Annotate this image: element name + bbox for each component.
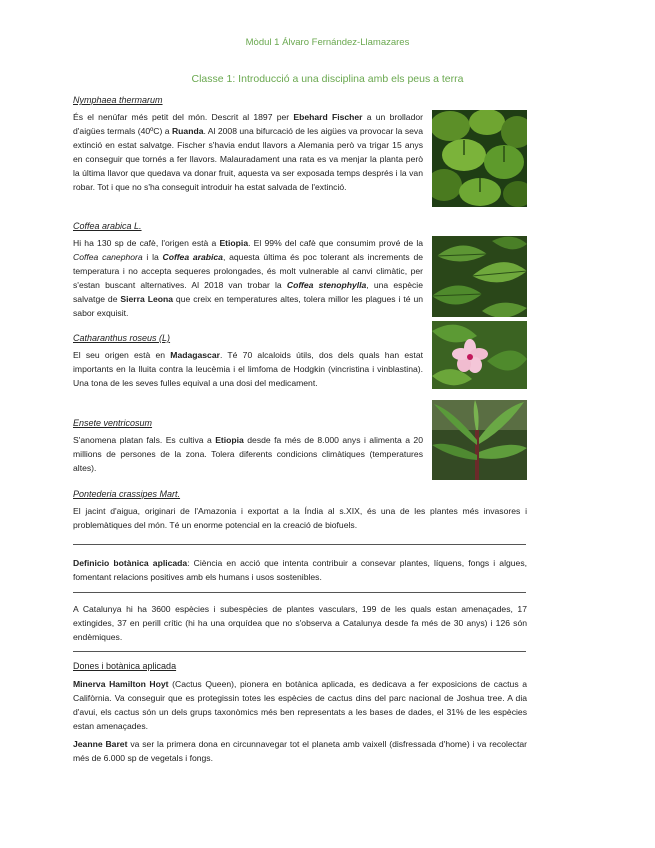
module-header: Mòdul 1 Álvaro Fernández-Llamazares xyxy=(245,37,410,48)
divider xyxy=(73,651,526,652)
minerva-text: Minerva Hamilton Hoyt (Cactus Queen), pionera en botànica aplicada, es dedicava a fer exposicions de cactus a Califòrnia. Va conseguir que es protegissin totes les espècies de cactus dins del parc nacional de Joshua tree. A dia d'avui, els cactus són un dels grups taxonòmics més ben representats a les bases de dades, el 31% de les espècies estan amenaçades. xyxy=(73,679,528,731)
plant-heading-coffea: Coffea arabica L. xyxy=(73,221,142,231)
nymphaea-leaves-photo xyxy=(432,110,527,207)
plant-text-coffea: Hi ha 130 sp de cafè, l'origen està a Etiopia. El 99% del cafè que consumim prové de la Coffea canephora i la Coffea arabica, aquesta última és poc tolerant als increments de temperatura i no accepta sequeres prolongades, és molt vulnerable al canvi climàtic, per s'estan buscant alternatives. Al 2018 van trobar la Coffea stenophylla, una espècie salvatge de Sierra Leona que creix en temperatures altes, tolera millor les plagues i té un sabor exquisit. xyxy=(73,238,424,318)
definition-text: Definicio botànica aplicada: Ciència en acció que intenta contribuir a consevar plantes, líquens, fongs i algues, fomentant relacions positives amb els humans i usos sostenibles. xyxy=(73,558,528,582)
plant-heading-pontederia: Pontederia crassipes Mart. xyxy=(73,489,181,499)
ensete-plant-photo xyxy=(432,400,527,480)
plant-heading-nymphaea: Nymphaea thermarum xyxy=(73,95,163,105)
women-heading: Dones i botànica aplicada xyxy=(73,661,177,671)
plant-heading-ensete: Ensete ventricosum xyxy=(73,418,153,428)
catharanthus-flower-photo xyxy=(432,321,527,389)
catalunya-text: A Catalunya hi ha 3600 espècies i subespècies de plantes vasculars, 199 de les quals estan amenaçades, 17 extingides, 37 en perill crític (hi ha una orquídea que no s'observa a Catalunya desde fa més de 30 anys) i 126 són endèmiques. xyxy=(73,604,528,642)
divider xyxy=(73,544,526,545)
class-title: Classe 1: Introducció a una disciplina amb els peus a terra xyxy=(191,73,464,85)
jeanne-text: Jeanne Baret va ser la primera dona en circunnavegar tot el planeta amb vaixell (disfressada d'home) i va recolectar més de 6.000 sp de vegetals i fongs. xyxy=(73,739,527,763)
plant-heading-catharanthus: Catharanthus roseus (L) xyxy=(73,333,171,343)
plant-text-ensete: S'anomena platan fals. Es cultiva a Etiopia desde fa més de 8.000 anys i alimenta a 20 millions de persones de la zona. Tolera diferents condicions climàtiques (temperatures altes). xyxy=(73,435,423,473)
plant-text-catharanthus: El seu origen està en Madagascar. Té 70 alcaloids útils, dos dels quals han estat importants en la lluita contra la leucèmia i el limfoma de Hodgkin (vincristina i vinblastina). Una tona de les seves fulles equival a una dosi del medicament. xyxy=(73,350,423,388)
divider xyxy=(73,592,526,593)
coffea-leaves-photo xyxy=(432,236,527,317)
plant-text-pontederia: El jacint d'aigua, originari de l'Amazonia i exportat a la Índia al s.XIX, és una de les plantes més invasores i problemàtiques del món. Té un enorme potencial en la creació de biofuels. xyxy=(73,506,527,530)
plant-text-nymphaea: És el nenúfar més petit del món. Descrit al 1897 per Ebehard Fischer a un brollador d'aigües termals (40ºC) a Ruanda. Al 2008 una bifurcació de les aigües va provocar la seva extinció en estat salvatge. Fischer s'havia endut llavors a Alemania però va trigar 15 anys en conseguir que tornés a fer llavors. Malauradament una rata es va menjar la planta però la última llavor que quedava va donar fruit, aquesta va ser exposada temps després i la van robar. Tot i que no s'ha conseguit introduir ha estat salvada de l'extinció. xyxy=(73,112,424,192)
